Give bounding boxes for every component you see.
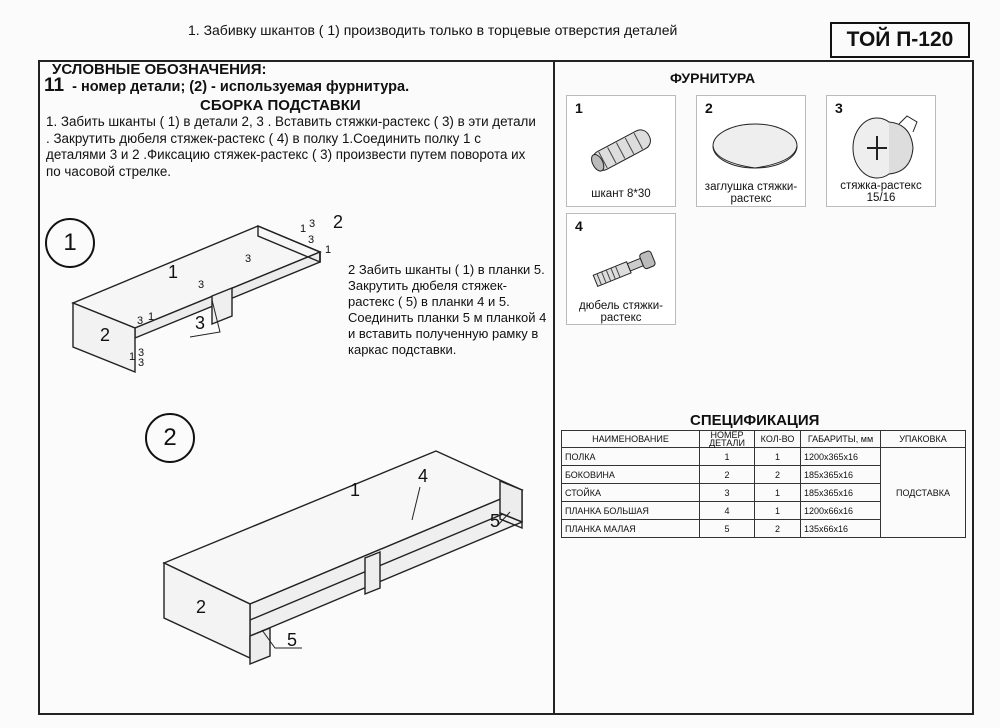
- spec-cell-num: 5: [700, 520, 755, 538]
- hardware-caption: стяжка-растекс 15/16: [840, 180, 922, 204]
- fig1-label-side-right: 2: [333, 212, 344, 232]
- fig1-mark: 3: [198, 279, 205, 291]
- assembly-title: СБОРКА ПОДСТАВКИ: [200, 97, 361, 114]
- hardware-title: ФУРНИТУРА: [670, 70, 756, 86]
- table-row: [562, 448, 966, 466]
- fig1-mark: 3: [137, 315, 144, 327]
- hardware-card-bolt: [566, 213, 676, 325]
- spec-cell-qty: 1: [755, 484, 801, 502]
- hardware-caption: шкант 8*30: [591, 188, 651, 200]
- legend-number: 11: [44, 75, 65, 96]
- spec-title: СПЕЦИФИКАЦИЯ: [690, 412, 820, 429]
- hardware-num: 4: [575, 218, 583, 234]
- spec-cell-name: ПЛАНКА БОЛЬШАЯ: [562, 502, 700, 520]
- fig1-mark: 1: [325, 244, 332, 256]
- hardware-num: 1: [575, 100, 583, 116]
- figure1-drawing: [73, 223, 320, 372]
- fig2-label-shelf: 1: [350, 480, 361, 500]
- spec-cell-qty: 1: [755, 502, 801, 520]
- spec-header: НАИМЕНОВАНИЕ: [562, 431, 700, 448]
- spec-cell-num: 1: [700, 448, 755, 466]
- fig2-label-side: 2: [196, 597, 207, 617]
- spec-cell-qty: 2: [755, 520, 801, 538]
- step1-text: 1. Забить шканты ( 1) в детали 2, 3 . Вставить стяжки-растекс ( 3) в эти детали . Закрутить дюбеля стяжек-растекс ( 4) в полку 1.Соединить полку 1 с деталями 3 и 2 .Фиксацию стяжек-растекс ( 3) произвести путем поворота их по часовой стрелке.: [46, 114, 536, 179]
- fig2-label-plank-large: 4: [418, 466, 429, 486]
- spec-cell-name: ПЛАНКА МАЛАЯ: [562, 520, 700, 538]
- spec-cell-package: ПОДСТАВКА: [881, 448, 966, 538]
- fig1-label-side: 2: [100, 325, 111, 345]
- legend-text: - номер детали; (2) - используемая фурнитура.: [68, 79, 410, 95]
- spec-header: УПАКОВКА: [881, 431, 966, 448]
- hardware-num: 2: [705, 100, 713, 116]
- hardware-caption: заглушка стяжки-растекс: [704, 181, 798, 205]
- step1-circle: 1: [45, 218, 95, 268]
- spec-cell-size: 1200x365x16: [801, 448, 881, 466]
- fig1-mark: 1: [300, 223, 307, 235]
- hardware-num: 3: [835, 100, 843, 116]
- spec-cell-name: БОКОВИНА: [562, 466, 700, 484]
- fig1-mark: 3: [309, 218, 316, 230]
- spec-header-row: [562, 431, 966, 448]
- spec-table: [561, 430, 966, 538]
- spec-cell-size: 1200x66x16: [801, 502, 881, 520]
- figure2-drawing: [164, 451, 522, 664]
- fig1-mark: 3: [138, 357, 145, 369]
- spec-header: ГАБАРИТЫ, мм: [801, 431, 881, 448]
- hardware-card-dowel: [566, 95, 676, 207]
- fig2-label-plank-small-left: 5: [287, 630, 298, 650]
- fig1-mark: 3: [138, 347, 145, 359]
- spec-cell-num: 2: [700, 466, 755, 484]
- header-note: 1. Забивку шкантов ( 1) производить только в торцевые отверстия деталей: [188, 22, 678, 38]
- spec-cell-num: 4: [700, 502, 755, 520]
- fig1-mark: 3: [245, 253, 252, 265]
- spec-cell-size: 185x365x16: [801, 466, 881, 484]
- fig1-mark: 1: [129, 351, 136, 363]
- spec-cell-qty: 1: [755, 448, 801, 466]
- spec-cell-name: ПОЛКА: [562, 448, 700, 466]
- spec-cell-qty: 2: [755, 466, 801, 484]
- fig2-label-plank-small-right: 5: [490, 511, 501, 531]
- spec-cell-name: СТОЙКА: [562, 484, 700, 502]
- spec-header: КОЛ-ВО: [755, 431, 801, 448]
- spec-cell-num: 3: [700, 484, 755, 502]
- spec-cell-size: 185x365x16: [801, 484, 881, 502]
- legend-title: УСЛОВНЫЕ ОБОЗНАЧЕНИЯ:: [52, 61, 267, 78]
- hardware-card-cap: [696, 95, 806, 207]
- hardware-card-cam: [826, 95, 936, 207]
- spec-header: НОМЕР ДЕТАЛИ: [700, 431, 755, 448]
- fig1-mark: 1: [148, 311, 155, 323]
- step2-circle: 2: [145, 413, 195, 463]
- spec-cell-size: 135x66x16: [801, 520, 881, 538]
- fig1-label-shelf: 1: [168, 262, 179, 282]
- fig1-mark: 3: [308, 234, 315, 246]
- step2-text: 2 Забить шканты ( 1) в планки 5. Закрутить дюбеля стяжек-растекс ( 5) в планки 4 и 5. Соединить планки 5 м планкой 4 и вставить полученную рамку в каркас подставки.: [348, 262, 547, 357]
- hardware-caption: дюбель стяжки-растекс: [579, 300, 663, 324]
- fig1-label-support: 3: [195, 313, 206, 333]
- model-title: ТОЙ П-120: [830, 22, 970, 58]
